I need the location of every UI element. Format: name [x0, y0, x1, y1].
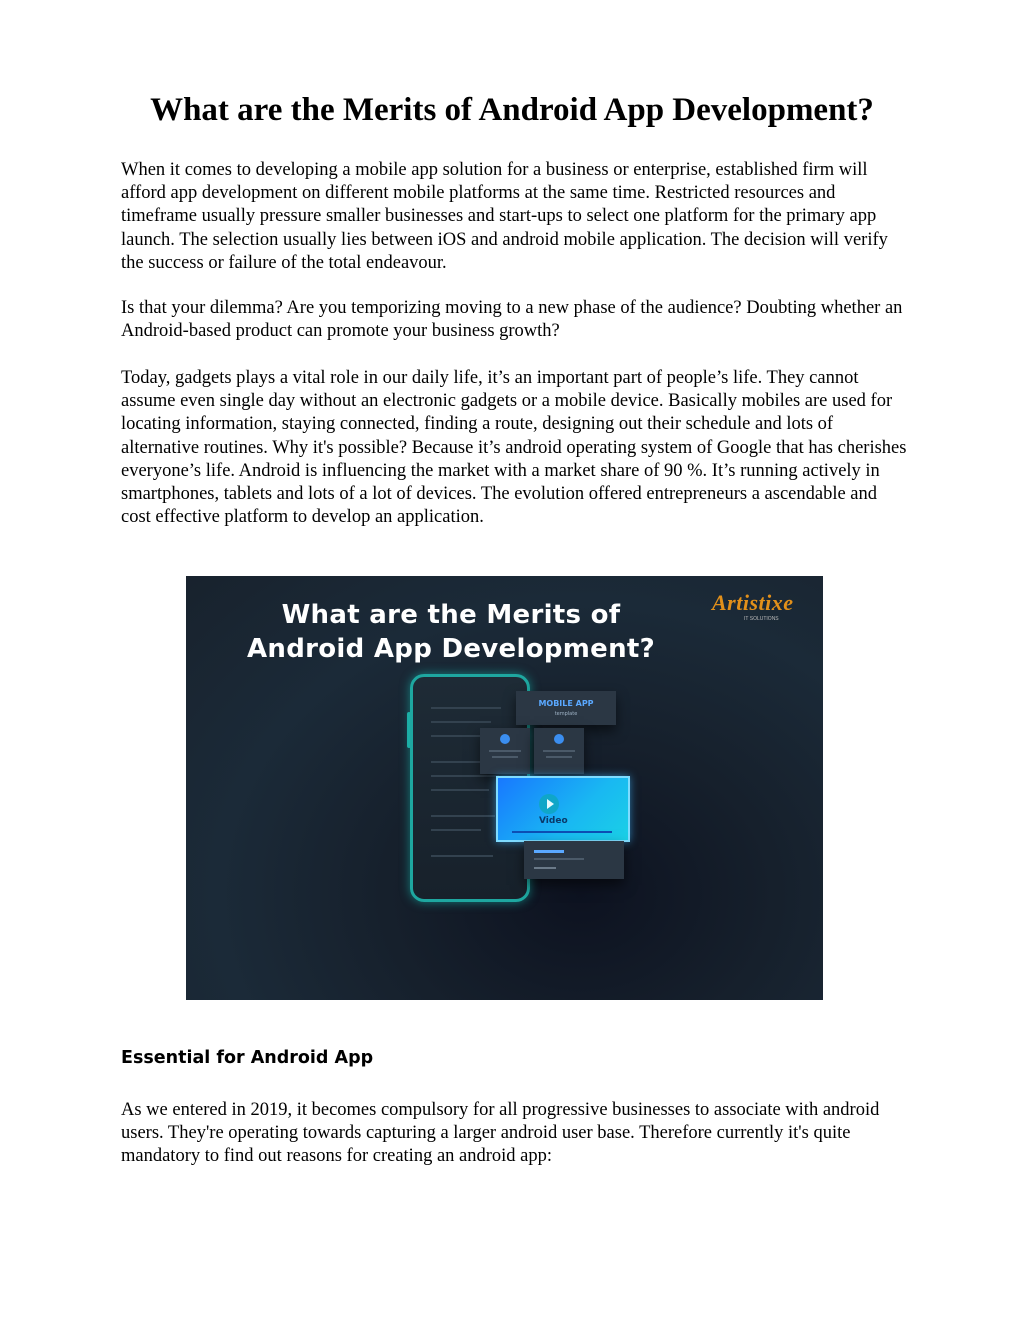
banner-title-line-2: Android App Development? — [246, 634, 656, 664]
mobile-app-card-sub: template — [554, 711, 578, 717]
logo-wordmark: Artistixe — [712, 590, 794, 615]
video-progress-bar — [512, 831, 612, 833]
phone-placeholder-line — [431, 721, 491, 723]
intro-paragraph: When it comes to developing a mobile app solution for a business or enterprise, established firm will afford app development on different mobile platforms at the same time. Restricted resources and timeframe usually pressure smaller businesses and start-ups to select one platform for the primary app launch. The selection usually lies between iOS and android mobile application. The decision will verify the success or failure of the total endeavour. — [121, 160, 888, 273]
headline-card — [524, 841, 624, 879]
section-heading: Essential for Android App — [121, 1048, 374, 1068]
page-title: What are the Merits of Android App Development? — [150, 92, 874, 128]
chat-icon — [500, 734, 510, 744]
mobile-app-card-title: MOBILE APP — [538, 699, 594, 708]
phone-placeholder-line — [431, 707, 501, 709]
user-icon — [554, 734, 564, 744]
user-card-line — [546, 756, 572, 758]
chat-card-line — [489, 750, 521, 752]
headline-card-line — [534, 858, 584, 860]
artistixe-logo — [708, 588, 823, 628]
phone-placeholder-line — [431, 775, 499, 777]
user-card — [534, 728, 584, 774]
gadgets-paragraph: Today, gadgets plays a vital role in our daily life, it’s an important part of people’s life. They cannot assume even single day without an electronic gadgets or a mobile device. Basically mobiles are used for locating information, staying connected, finding a route, designing out their schedule and lots of alternative routines. Why it's possible? Because it’s android operating system of Google that has cherishes everyone’s life. Android is influencing the market with a market share of 90 %. It’s running actively in smartphones, tablets and lots of a lot of devices. The evolution offered entrepreneurs a ascendable and cost effective platform to develop an application. — [121, 368, 907, 528]
phone-placeholder-line — [431, 789, 489, 791]
video-card — [496, 776, 630, 842]
logo-subtext: IT SOLUTIONS — [744, 616, 779, 622]
section-paragraph: As we entered in 2019, it becomes compulsory for all progressive businesses to associate with android users. They're operating towards capturing a larger android user base. Therefore currently it's quite mandatory to find out reasons for creating an android app: — [121, 1100, 880, 1167]
article-banner-image — [186, 576, 823, 1000]
play-icon — [539, 794, 559, 814]
chat-card-line — [492, 756, 518, 758]
phone-placeholder-line — [431, 855, 493, 857]
chat-card — [480, 728, 530, 774]
headline-card-line — [534, 850, 564, 853]
headline-card-line — [534, 867, 556, 869]
mobile-app-card — [516, 691, 616, 725]
dilemma-paragraph: Is that your dilemma? Are you temporizing moving to a new phase of the audience? Doubting whether an Android-based product can promote your business growth? — [121, 298, 903, 342]
banner-title-line-1: What are the Merits of — [281, 600, 621, 630]
phone-placeholder-line — [431, 829, 481, 831]
user-card-line — [543, 750, 575, 752]
phone-placeholder-line — [431, 761, 485, 763]
phone-placeholder-line — [431, 815, 495, 817]
banner-title — [186, 598, 716, 666]
video-label: Video — [539, 816, 568, 826]
